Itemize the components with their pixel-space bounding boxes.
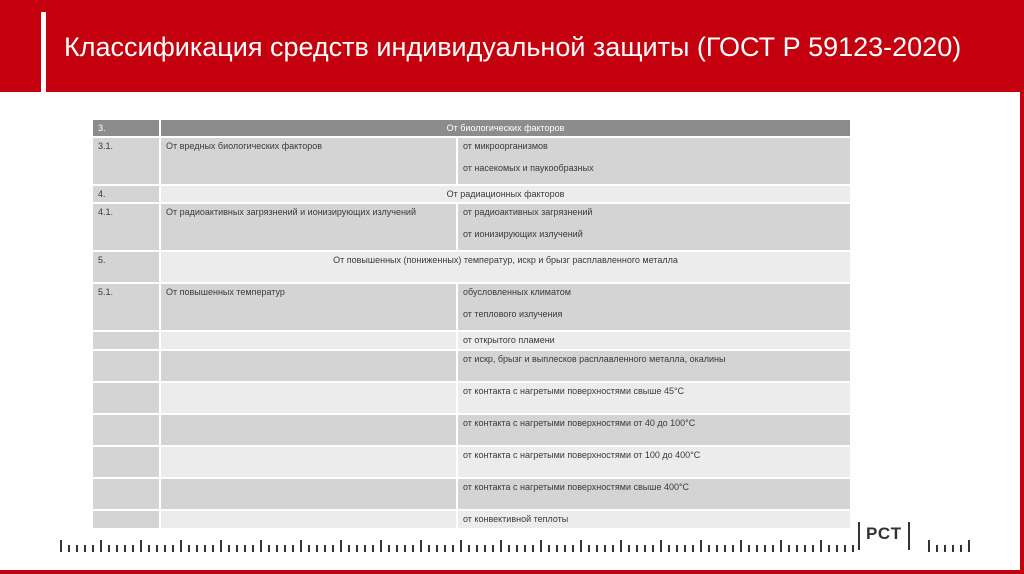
ruler-tick — [212, 545, 214, 552]
ruler-tick — [732, 545, 734, 552]
ruler-tick — [340, 540, 342, 552]
table-row — [93, 479, 850, 509]
bottom-border-strip — [0, 570, 1024, 574]
row-number-cell — [93, 447, 159, 477]
protection-item: от радиоактивных загрязнений — [463, 207, 593, 217]
header-bar — [0, 0, 1024, 92]
ruler-tick — [764, 545, 766, 552]
ruler-tick — [204, 545, 206, 552]
table-row — [93, 447, 850, 477]
table-row — [93, 284, 850, 330]
ruler-tick — [84, 545, 86, 552]
ruler-tick — [620, 540, 622, 552]
ruler-tick — [476, 545, 478, 552]
ruler-tick — [676, 545, 678, 552]
ruler-tick — [724, 545, 726, 552]
ruler-tick — [164, 545, 166, 552]
ruler-tick — [60, 540, 62, 552]
ruler-tick — [756, 545, 758, 552]
row-number-cell — [93, 479, 159, 509]
ruler-tick — [740, 540, 742, 552]
ruler-tick — [180, 540, 182, 552]
ruler-tick — [92, 545, 94, 552]
ruler-tick — [372, 545, 374, 552]
protection-name-cell — [161, 415, 456, 445]
protection-items-cell — [458, 204, 850, 250]
protection-item: от микроорганизмов — [463, 141, 548, 151]
ruler-tick — [484, 545, 486, 552]
page-title: Классификация средств индивидуальной защиты (ГОСТ Р 59123-2020) — [64, 32, 962, 62]
row-number-cell — [93, 415, 159, 445]
protection-name-cell — [161, 351, 456, 381]
row-number-cell — [93, 351, 159, 381]
ruler-tick — [332, 545, 334, 552]
ruler-tick — [668, 545, 670, 552]
table-row — [93, 351, 850, 381]
protection-item: от контакта с нагретыми поверхностями свыше 45°C — [458, 383, 850, 413]
ruler-decoration-right — [928, 538, 974, 552]
ruler-tick — [388, 545, 390, 552]
ruler-tick — [564, 545, 566, 552]
protection-item: от ионизирующих излучений — [463, 229, 583, 239]
protection-name-cell — [161, 479, 456, 509]
ruler-tick — [460, 540, 462, 552]
ruler-tick — [684, 545, 686, 552]
ruler-tick — [492, 545, 494, 552]
ruler-tick — [268, 545, 270, 552]
ruler-tick — [636, 545, 638, 552]
ruler-tick — [748, 545, 750, 552]
row-number-cell — [93, 332, 159, 349]
ruler-tick — [820, 540, 822, 552]
ruler-tick — [276, 545, 278, 552]
right-border-strip — [1020, 92, 1024, 574]
ruler-tick — [612, 545, 614, 552]
ruler-tick — [500, 540, 502, 552]
table-row-section — [93, 186, 850, 202]
ruler-tick — [508, 545, 510, 552]
table-row-section — [93, 252, 850, 282]
ruler-tick — [348, 545, 350, 552]
ruler-tick — [116, 545, 118, 552]
ruler-tick — [380, 540, 382, 552]
ruler-tick — [356, 545, 358, 552]
ruler-tick — [928, 540, 930, 552]
ruler-tick — [260, 540, 262, 552]
ruler-tick — [516, 545, 518, 552]
ruler-tick — [156, 545, 158, 552]
ruler-tick — [132, 545, 134, 552]
ruler-tick — [76, 545, 78, 552]
ruler-tick — [716, 545, 718, 552]
ruler-tick — [788, 545, 790, 552]
ruler-tick — [772, 545, 774, 552]
ruler-tick — [140, 540, 142, 552]
ruler-tick — [780, 540, 782, 552]
ruler-tick — [700, 540, 702, 552]
ruler-tick — [556, 545, 558, 552]
ruler-tick — [628, 545, 630, 552]
ruler-tick — [644, 545, 646, 552]
rst-logo: РСТ — [858, 522, 910, 550]
ruler-tick — [284, 545, 286, 552]
protection-item: от открытого пламени — [458, 332, 850, 349]
section-title-cell: От биологических факторов — [161, 120, 850, 136]
section-title-cell: От радиационных факторов — [161, 186, 850, 202]
row-number-cell — [93, 383, 159, 413]
ruler-tick — [100, 540, 102, 552]
ruler-tick — [596, 545, 598, 552]
ruler-tick — [652, 545, 654, 552]
ruler-tick — [364, 545, 366, 552]
row-number-cell: 3.1. — [93, 138, 159, 184]
ruler-tick — [532, 545, 534, 552]
protection-name-cell — [161, 447, 456, 477]
ruler-tick — [548, 545, 550, 552]
protection-item: от насекомых и паукообразных — [463, 163, 594, 173]
ruler-tick — [604, 545, 606, 552]
protection-item: от контакта с нагретыми поверхностями от 100 до 400°C — [458, 447, 850, 477]
ruler-tick — [436, 545, 438, 552]
ruler-tick — [708, 545, 710, 552]
ruler-tick — [236, 545, 238, 552]
ruler-tick — [960, 545, 962, 552]
ruler-tick — [292, 545, 294, 552]
ruler-tick — [324, 545, 326, 552]
ruler-tick — [188, 545, 190, 552]
table-row — [93, 383, 850, 413]
row-number-cell: 4.1. — [93, 204, 159, 250]
row-number-cell — [93, 511, 159, 528]
ruler-tick — [468, 545, 470, 552]
ruler-tick — [124, 545, 126, 552]
row-number-cell: 3. — [93, 120, 159, 136]
ruler-tick — [172, 545, 174, 552]
row-number-cell: 5.1. — [93, 284, 159, 330]
ruler-decoration — [60, 538, 860, 552]
protection-item: от конвективной теплоты — [458, 511, 850, 528]
protection-item: от контакта с нагретыми поверхностями свыше 400°C — [458, 479, 850, 509]
ruler-tick — [812, 545, 814, 552]
ruler-tick — [796, 545, 798, 552]
row-number-cell: 4. — [93, 186, 159, 202]
table-row — [93, 204, 850, 250]
ruler-tick — [968, 540, 970, 552]
ruler-tick — [68, 545, 70, 552]
protection-name-cell: От вредных биологических факторов — [161, 138, 456, 184]
ruler-tick — [228, 545, 230, 552]
ruler-tick — [828, 545, 830, 552]
ruler-tick — [220, 540, 222, 552]
ruler-tick — [420, 540, 422, 552]
protection-item: от контакта с нагретыми поверхностями от 40 до 100°C — [458, 415, 850, 445]
table-row — [93, 511, 850, 528]
ruler-tick — [244, 545, 246, 552]
protection-name-cell — [161, 511, 456, 528]
protection-name-cell — [161, 332, 456, 349]
protection-item: от теплового излучения — [463, 309, 563, 319]
protection-name-cell: От радиоактивных загрязнений и ионизирующих излучений — [161, 204, 456, 250]
ruler-tick — [196, 545, 198, 552]
ruler-tick — [692, 545, 694, 552]
ruler-tick — [572, 545, 574, 552]
ruler-tick — [660, 540, 662, 552]
ruler-tick — [108, 545, 110, 552]
protection-name-cell: От повышенных температур — [161, 284, 456, 330]
ruler-tick — [148, 545, 150, 552]
row-number-cell: 5. — [93, 252, 159, 282]
ruler-tick — [316, 545, 318, 552]
ruler-tick — [444, 545, 446, 552]
ruler-tick — [580, 540, 582, 552]
table-row — [93, 332, 850, 349]
protection-items-cell — [458, 284, 850, 330]
ruler-tick — [428, 545, 430, 552]
ruler-tick — [844, 545, 846, 552]
ruler-tick — [396, 545, 398, 552]
protection-item: от искр, брызг и выплесков расплавленного металла, окалины — [458, 351, 850, 381]
ruler-tick — [952, 545, 954, 552]
classification-table — [91, 118, 852, 530]
table-row — [93, 138, 850, 184]
table-row — [93, 415, 850, 445]
ruler-tick — [588, 545, 590, 552]
ruler-tick — [524, 545, 526, 552]
ruler-tick — [540, 540, 542, 552]
ruler-tick — [252, 545, 254, 552]
section-title-cell: От повышенных (пониженных) температур, искр и брызг расплавленного металла — [161, 252, 850, 282]
table-row-section — [93, 120, 850, 136]
header-accent-mark — [41, 12, 46, 96]
ruler-tick — [452, 545, 454, 552]
ruler-tick — [300, 540, 302, 552]
ruler-tick — [936, 545, 938, 552]
ruler-tick — [944, 545, 946, 552]
ruler-tick — [852, 545, 854, 552]
ruler-tick — [308, 545, 310, 552]
ruler-tick — [836, 545, 838, 552]
ruler-tick — [804, 545, 806, 552]
protection-items-cell — [458, 138, 850, 184]
protection-name-cell — [161, 383, 456, 413]
ruler-tick — [404, 545, 406, 552]
protection-item: обусловленных климатом — [463, 287, 571, 297]
ruler-tick — [412, 545, 414, 552]
